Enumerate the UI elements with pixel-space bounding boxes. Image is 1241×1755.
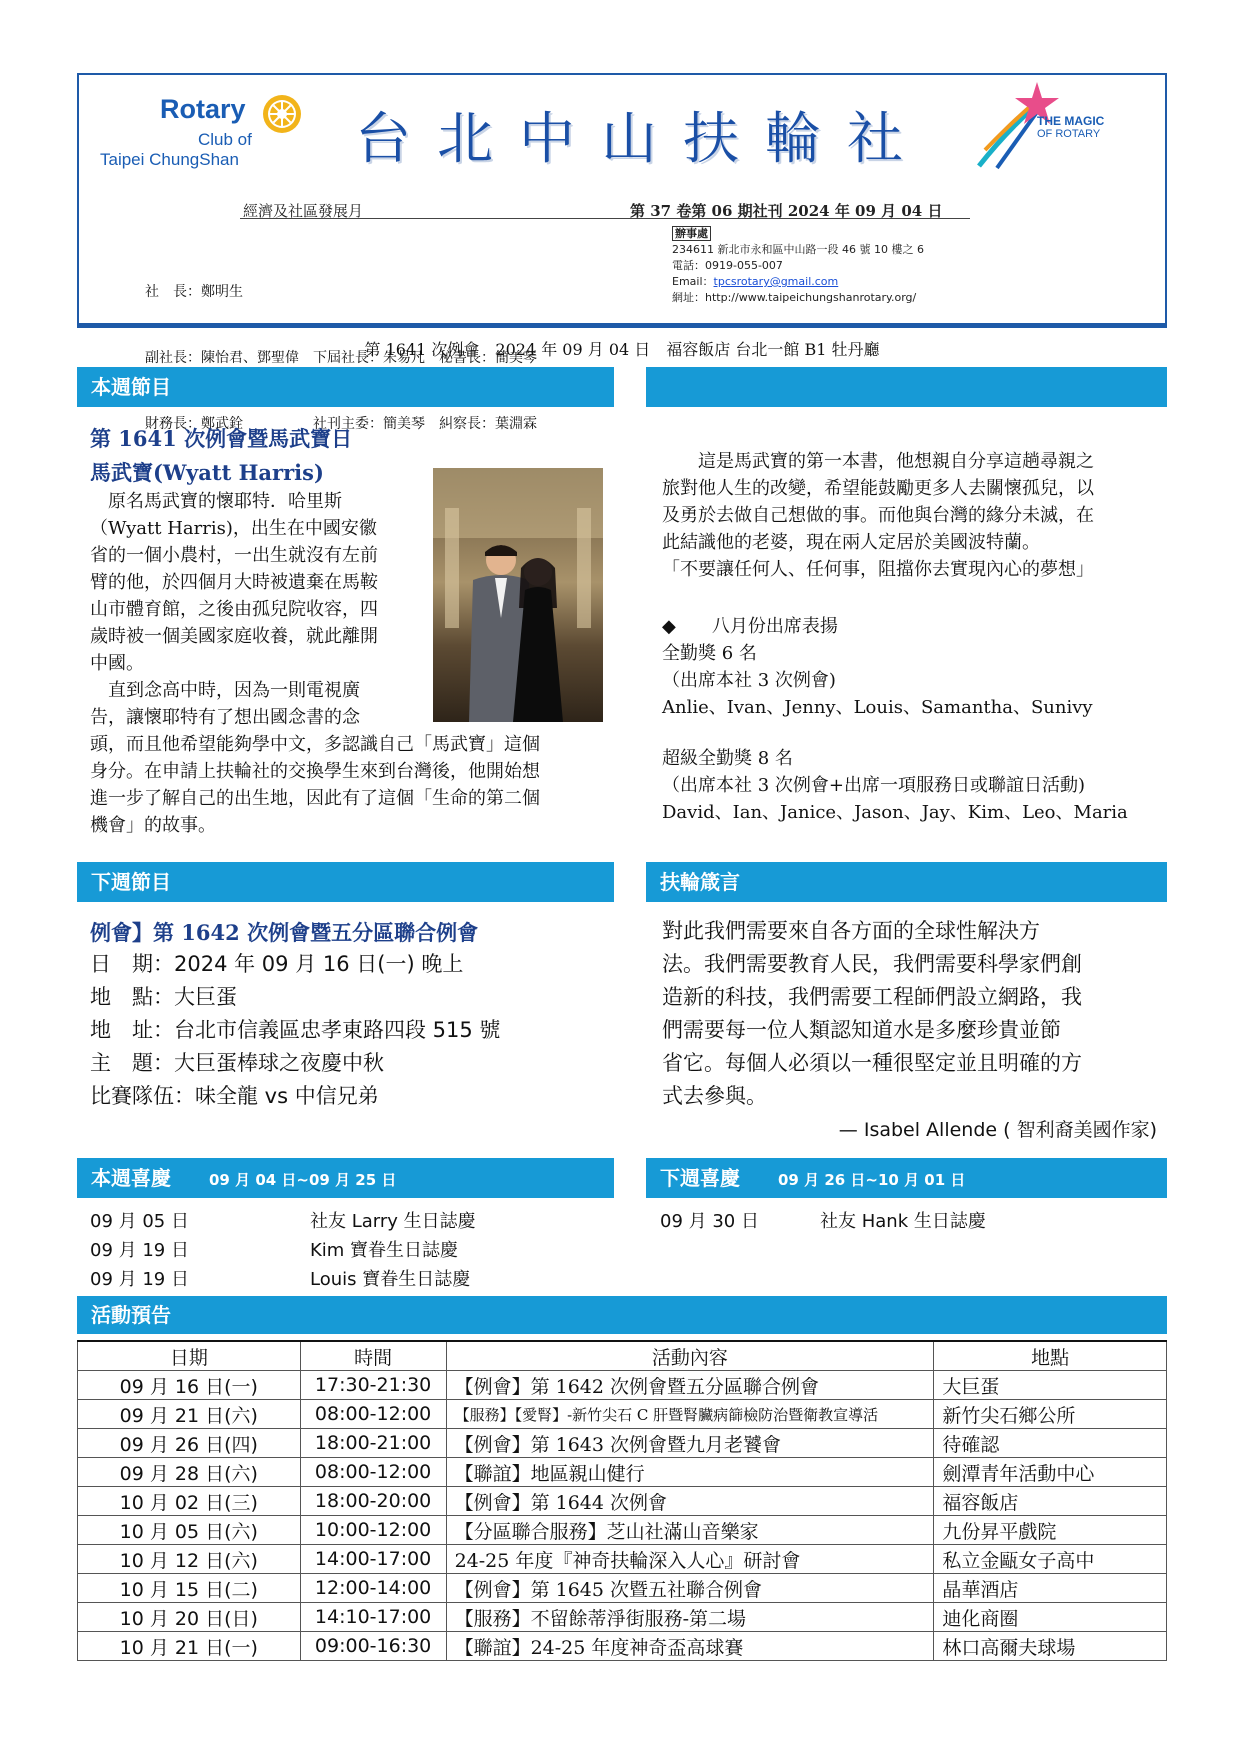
activity-date: 10 月 12 日(六) [78, 1545, 301, 1574]
attendance-awards [662, 613, 1128, 826]
intro-line: 這是馬武寶的第一本書，他想親自分享這趟尋親之 [662, 451, 1094, 472]
activity-content: 【服務】【愛腎】-新竹尖石 C 肝暨腎臟病篩檢防治暨衛教宣導活 [446, 1400, 934, 1429]
bio-line: 告，讓懷耶特有了想出國念書的念 [90, 707, 360, 728]
celebration-text: 社友 Hank 生日誌慶 [820, 1211, 986, 1232]
next-week-celebration-list [660, 1207, 986, 1236]
speaker-bio-narrow [90, 488, 420, 731]
rotary-club-logo [100, 92, 330, 172]
bio-line: （Wyatt Harris)，出生在中國安徽 [90, 518, 377, 539]
activity-content: 【例會】第 1644 次例會 [446, 1487, 934, 1516]
table-row [78, 1632, 1167, 1661]
col-header-date: 日期 [78, 1341, 301, 1371]
activity-date: 09 月 21 日(六) [78, 1400, 301, 1429]
celebration-date: 09 月 19 日 [90, 1269, 189, 1290]
activity-content: 【分區聯合服務】芝山社滿山音樂家 [446, 1516, 934, 1545]
section-title: 扶輪箴言 [660, 870, 740, 894]
activity-location: 迪化商圈 [934, 1603, 1167, 1632]
activity-location: 待確認 [934, 1429, 1167, 1458]
detail-row: 比賽隊伍：味全龍 vs 中信兄弟 [90, 1084, 379, 1108]
logo-club-name: Taipei ChungShan [100, 150, 239, 169]
activity-location: 私立金甌女子高中 [934, 1545, 1167, 1574]
bio-line: 身分。在申請上扶輪社的交換學生來到台灣後，他開始想 [90, 761, 540, 782]
activity-date: 09 月 26 日(四) [78, 1429, 301, 1458]
celebration-date: 09 月 19 日 [90, 1240, 189, 1261]
book-intro [662, 448, 1094, 583]
table-row [78, 1458, 1167, 1487]
super-award-title: 超級全勤獎 8 名 [662, 748, 793, 769]
activity-date: 09 月 16 日(一) [78, 1371, 301, 1400]
section-bar-motto [646, 862, 1167, 902]
table-row [78, 1400, 1167, 1429]
activities-table [77, 1340, 1167, 1661]
activity-date: 09 月 28 日(六) [78, 1458, 301, 1487]
super-award-names: David、Ian、Janice、Jason、Jay、Kim、Leo、Maria [662, 802, 1128, 823]
list-item [90, 1265, 476, 1294]
logo-rotary-word: Rotary [160, 94, 246, 124]
activity-location: 九份昇平戲院 [934, 1516, 1167, 1545]
list-item [660, 1207, 986, 1236]
this-week-celebration-list [90, 1207, 476, 1294]
activity-date: 10 月 20 日(日) [78, 1603, 301, 1632]
col-header-content: 活動內容 [446, 1341, 934, 1371]
quote-line: 對此我們需要來自各方面的全球性解決方 [662, 919, 1040, 943]
rotary-wheel-icon [260, 92, 304, 136]
activity-time: 10:00-12:00 [300, 1516, 446, 1545]
section-title: 本週節目 [91, 375, 171, 399]
activity-content: 【聯誼】地區親山健行 [446, 1458, 934, 1487]
section-title: 本週喜慶 [91, 1166, 171, 1190]
table-row [78, 1516, 1167, 1545]
table-row [78, 1574, 1167, 1603]
activity-time: 17:30-21:30 [300, 1371, 446, 1400]
detail-row: 地 點：大巨蛋 [90, 985, 237, 1009]
officer-line: 財務長：鄭武銓 社刊主委：簡美琴 糾察長：葉淵霖 [145, 416, 537, 432]
activity-time: 14:10-17:00 [300, 1603, 446, 1632]
super-award-note: （出席本社 3 次例會+出席一項服務日或聯誼日活動) [662, 775, 1085, 796]
activity-time: 08:00-12:00 [300, 1458, 446, 1487]
section-bar-activities [77, 1296, 1167, 1334]
activity-date: 10 月 21 日(一) [78, 1632, 301, 1661]
activity-location: 劍潭青年活動中心 [934, 1458, 1167, 1487]
activity-content: 【例會】第 1642 次例會暨五分區聯合例會 [446, 1371, 934, 1400]
bio-line: 直到念高中時，因為一則電視廣 [90, 680, 360, 701]
office-info [672, 226, 924, 306]
bar-gap [614, 367, 646, 407]
list-item [90, 1236, 476, 1265]
table-row [78, 1429, 1167, 1458]
activity-location: 大巨蛋 [934, 1371, 1167, 1400]
detail-row: 日 期：2024 年 09 月 16 日(一) 晚上 [90, 952, 464, 976]
detail-row: 地 址：台北市信義區忠孝東路四段 515 號 [90, 1018, 501, 1042]
activity-time: 09:00-16:30 [300, 1632, 446, 1661]
full-award-names: Anlie、Ivan、Jenny、Louis、Samantha、Sunivy [662, 697, 1093, 718]
col-header-location: 地點 [934, 1341, 1167, 1371]
couple-photo-image [433, 468, 603, 722]
activity-time: 18:00-20:00 [300, 1487, 446, 1516]
officer-line: 副社長：陳怡君、鄧聖偉 下屆社長：朱易凡 秘書長：簡美琴 [145, 350, 537, 366]
attendance-title: ◆ 八月份出席表揚 [662, 616, 838, 637]
meeting-line: 第 1641 次例會 2024 年 09 月 04 日 福容飯店 台北一館 B1 牡丹廳 [364, 340, 880, 359]
activity-date: 10 月 02 日(三) [78, 1487, 301, 1516]
activity-time: 12:00-14:00 [300, 1574, 446, 1603]
celebration-text: Louis 寶眷生日誌慶 [310, 1269, 471, 1290]
bio-line: 省的一個小農村，一出生就沒有左前 [90, 545, 378, 566]
section-bar-next-week [77, 862, 614, 902]
activity-location: 晶華酒店 [934, 1574, 1167, 1603]
issue-info: 第 37 卷第 06 期社刊 2024 年 09 月 04 日 [630, 202, 943, 220]
activity-content: 【例會】第 1645 次暨五社聯合例會 [446, 1574, 934, 1603]
section-title: 活動預告 [91, 1303, 171, 1327]
quote-line: 省它。每個人必須以一種很堅定並且明確的方 [662, 1051, 1082, 1075]
program-title: 第 1641 次例會暨馬武寶日 [90, 426, 353, 451]
table-row [78, 1603, 1167, 1632]
celebration-range: 09 月 26 日~10 月 01 日 [778, 1171, 966, 1189]
activity-date: 10 月 15 日(二) [78, 1574, 301, 1603]
list-item [90, 1207, 476, 1236]
table-header-row [78, 1341, 1167, 1371]
activity-time: 18:00-21:00 [300, 1429, 446, 1458]
celebration-date: 09 月 30 日 [660, 1211, 759, 1232]
section-bar-this-week-celebration [77, 1158, 614, 1198]
intro-line: 「不要讓任何人、任何事，阻擋你去實現內心的夢想」 [662, 559, 1094, 580]
full-award-title: 全勤獎 6 名 [662, 643, 757, 664]
activity-location: 福容飯店 [934, 1487, 1167, 1516]
activity-content: 【聯誼】24-25 年度神奇盃高球賽 [446, 1632, 934, 1661]
activity-location: 新竹尖石鄉公所 [934, 1400, 1167, 1429]
full-award-note: （出席本社 3 次例會) [662, 670, 836, 691]
activity-location: 林口高爾夫球場 [934, 1632, 1167, 1661]
detail-row: 主 題：大巨蛋棒球之夜慶中秋 [90, 1051, 384, 1075]
activity-content: 【例會】第 1643 次例會暨九月老饕會 [446, 1429, 934, 1458]
activity-date: 10 月 05 日(六) [78, 1516, 301, 1545]
bio-line: 原名馬武寶的懷耶特．哈里斯 [90, 491, 342, 512]
speaker-name: 馬武寶(Wyatt Harris) [90, 460, 324, 485]
intro-line: 此結識他的老婆，現在兩人定居於美國波特蘭。 [662, 532, 1040, 553]
email-label: Email： [672, 275, 714, 288]
quote-line: 造新的科技，我們需要工程師們設立網路，我 [662, 985, 1082, 1009]
next-program-title: 例會】第 1642 次例會暨五分區聯合例會 [90, 920, 479, 945]
col-header-time: 時間 [300, 1341, 446, 1371]
office-label: 辦事處 [672, 226, 711, 241]
bio-line: 山市體育館，之後由孤兒院收容，四 [90, 599, 378, 620]
bio-line: 臂的他，於四個月大時被遺棄在馬鞍 [90, 572, 378, 593]
motto-quote [662, 915, 1082, 1113]
activity-time: 08:00-12:00 [300, 1400, 446, 1429]
email-link[interactable]: tpcsrotary@gmail.com [713, 275, 839, 288]
header-divider [240, 218, 970, 219]
quote-author: — Isabel Allende ( 智利裔美國作家) [838, 1119, 1157, 1141]
magic-text-2: OF ROTARY [1037, 128, 1101, 140]
celebration-range: 09 月 04 日~09 月 25 日 [209, 1171, 397, 1189]
office-phone: 電話：0919-055-007 [672, 259, 783, 272]
bio-line: 頭，而且他希望能夠學中文，多認識自己「馬武寶」這個 [90, 734, 540, 755]
activity-content: 【服務】不留餘蒂淨街服務-第二場 [446, 1603, 934, 1632]
magic-text-1: THE MAGIC [1037, 114, 1105, 128]
bio-line: 歲時被一個美國家庭收養，就此離開 [90, 626, 378, 647]
bio-line: 進一步了解自己的出生地，因此有了這個「生命的第二個 [90, 788, 540, 809]
table-row [78, 1487, 1167, 1516]
quote-line: 法。我們需要教育人民，我們需要科學家們創 [662, 952, 1082, 976]
activity-content: 24-25 年度『神奇扶輪深入人心』研討會 [446, 1545, 934, 1574]
table-row [78, 1545, 1167, 1574]
month-theme: 經濟及社區發展月 [243, 202, 364, 220]
celebration-date: 09 月 05 日 [90, 1211, 189, 1232]
logo-club-of: Club of [198, 130, 252, 149]
intro-line: 及勇於去做自己想做的事。而他與台灣的緣分未滅，在 [662, 505, 1094, 526]
officer-line: 社 長：鄭明生 [145, 284, 243, 300]
section-bar-next-week-celebration [646, 1158, 1167, 1198]
section-title: 下週喜慶 [660, 1166, 740, 1190]
club-title: 台北中山扶輪社 [355, 107, 929, 172]
quote-line: 式去參與。 [662, 1084, 767, 1108]
speaker-photo [433, 468, 603, 722]
office-url[interactable]: 網址：http://www.taipeichungshanrotary.org/ [672, 291, 917, 304]
next-program-details [90, 948, 500, 1113]
bio-line: 機會」的故事。 [90, 815, 216, 836]
table-row [78, 1371, 1167, 1400]
intro-line: 旅對他人生的改變，希望能鼓勵更多人去關懷孤兒，以 [662, 478, 1094, 499]
bio-line: 中國。 [90, 653, 144, 674]
activities-body [78, 1371, 1167, 1661]
magic-of-rotary-logo [975, 78, 1155, 178]
quote-line: 們需要每一位人類認知道水是多麼珍貴並節 [662, 1018, 1061, 1042]
celebration-text: Kim 寶眷生日誌慶 [310, 1240, 459, 1261]
celebration-text: 社友 Larry 生日誌慶 [310, 1211, 476, 1232]
section-title: 下週節目 [91, 870, 171, 894]
office-address: 234611 新北市永和區中山路一段 46 號 10 樓之 6 [672, 243, 924, 256]
activity-time: 14:00-17:00 [300, 1545, 446, 1574]
speaker-bio-wide [90, 731, 540, 839]
